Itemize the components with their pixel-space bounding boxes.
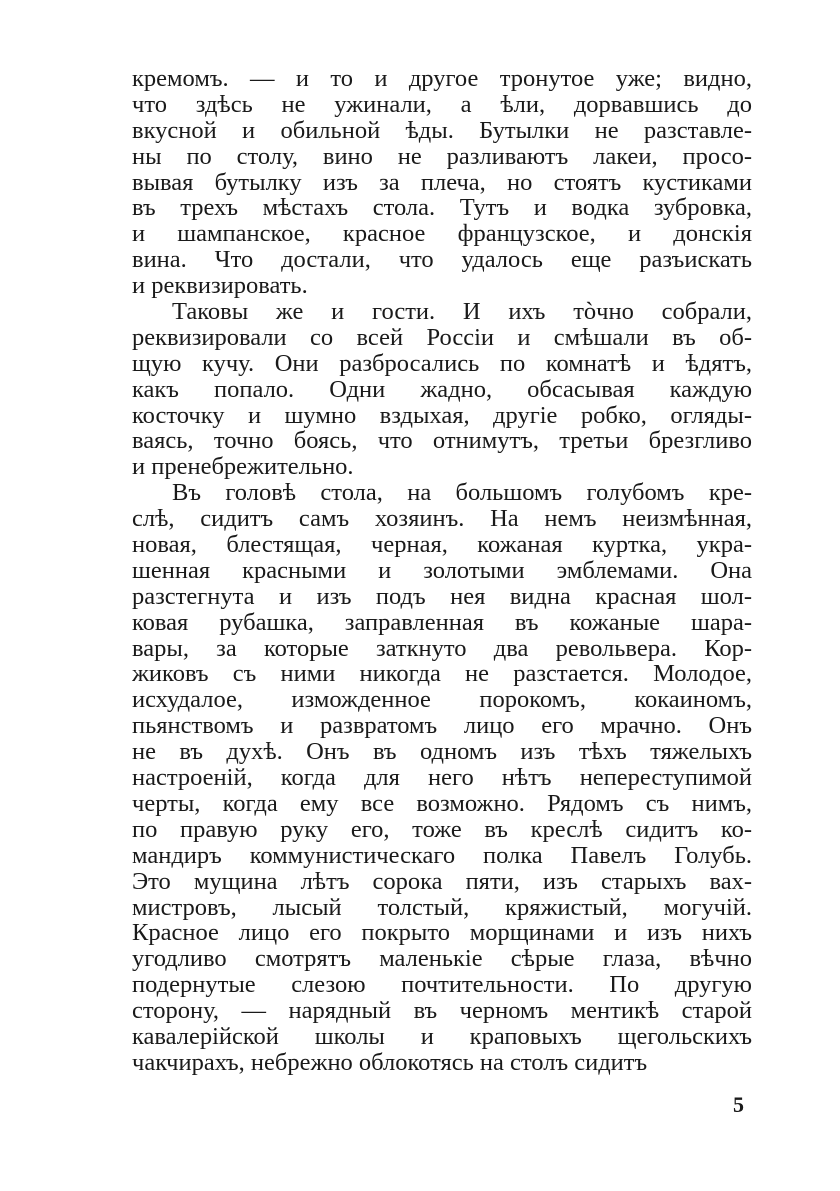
text-line: ны по столу, вино не разливаютъ лакеи, просо- [132, 143, 752, 170]
text-line: и пренебрежительно. [132, 454, 354, 481]
text-line: ковая рубашка, заправленная въ кожаные шара- [132, 609, 752, 636]
text-line: и шампанское, красное французское, и донскія [132, 221, 752, 248]
text-line: реквизировали со всей Россіи и смѣшали въ об- [132, 324, 752, 351]
paragraph [132, 66, 752, 299]
text-line: настроеній, когда для него нѣтъ непереступимой [132, 765, 752, 791]
text-line: угодливо смотрятъ маленькіе сѣрые глаза, вѣчно [132, 946, 752, 973]
text-line: вары, за которые заткнуто два револьвера. Кор- [132, 635, 752, 662]
text-line: чакчирахъ, небрежно облокотясь на столъ сидитъ [132, 1049, 648, 1076]
paragraph [132, 299, 752, 480]
text-line: новая, блестящая, черная, кожаная куртка, укра- [132, 532, 752, 558]
text-line: въ трехъ мѣстахъ стола. Тутъ и водка зубровка, [132, 195, 752, 222]
text-line: пьянствомъ и развратомъ лицо его мрачно. Онъ [132, 713, 752, 740]
text-line: Красное лицо его покрыто морщинами и изъ нихъ [132, 920, 752, 947]
text-line: не въ духѣ. Онъ въ одномъ изъ тѣхъ тяжелыхъ [132, 739, 752, 766]
text-line: какъ попало. Одни жадно, обсасывая каждую [132, 376, 752, 403]
text-line: кавалерійской школы и краповыхъ щегольскихъ [132, 1023, 752, 1050]
text-line: вкусной и обильной ѣды. Бутылки не разставле- [132, 117, 752, 144]
text-line: шенная красными и золотыми эмблемами. Она [132, 557, 752, 584]
text-line: что здѣсь не ужинали, а ѣли, дорвавшись до [132, 91, 752, 118]
text-line: вина. Что достали, что удалось еще разъискать [132, 247, 752, 274]
text-line: Въ головѣ стола, на большомъ голубомъ кре- [172, 480, 752, 507]
text-line: Таковы же и гости. И ихъ тòчно собрали, [172, 299, 752, 325]
text-line: Это мущина лѣтъ сорока пяти, изъ старыхъ вах- [132, 868, 752, 895]
text-line: слѣ, сидитъ самъ хозяинъ. На немъ неизмѣнная, [132, 506, 752, 533]
text-line: черты, когда ему все возможно. Рядомъ съ нимъ, [132, 790, 752, 817]
text-line: щую кучу. Они разбросались по комнатѣ и ѣдятъ, [132, 350, 752, 377]
text-line: мистровъ, лысый толстый, кряжистый, могучій. [132, 894, 752, 921]
text-line: разстегнута и изъ подъ нея видна красная шол- [132, 583, 752, 610]
text-line: по правую руку его, тоже въ креслѣ сидитъ ко- [132, 816, 752, 843]
text-line: вывая бутылку изъ за плеча, но стоятъ кустиками [132, 169, 752, 196]
text-line: кремомъ. — и то и другое тронутое уже; видно, [132, 66, 752, 92]
text-line: ваясь, точно боясь, что отнимутъ, третьи брезгливо [132, 428, 752, 455]
paragraph [132, 480, 752, 1075]
text-line: жиковъ съ ними никогда не разстается. Молодое, [132, 661, 752, 688]
text-line: исхудалое, изможденное порокомъ, кокаиномъ, [132, 687, 752, 714]
body-text [132, 66, 752, 1076]
text-line: и реквизировать. [132, 273, 308, 300]
text-line: сторону, — нарядный въ черномъ ментикѣ старой [132, 998, 752, 1024]
text-line: подернутые слезою почтительности. По другую [132, 972, 752, 999]
text-line: мандиръ коммунистическаго полка Павелъ Голубь. [132, 842, 752, 869]
page-number: 5 [733, 1092, 744, 1117]
text-line: косточку и шумно вздыхая, другіе робко, огляды- [132, 402, 752, 429]
